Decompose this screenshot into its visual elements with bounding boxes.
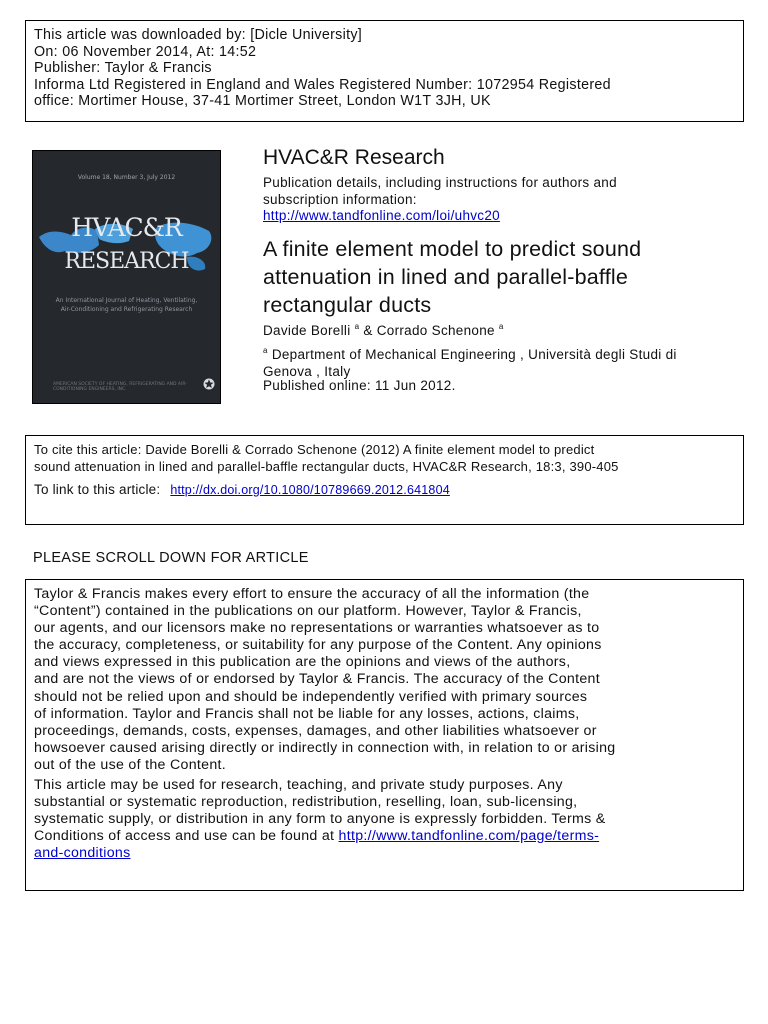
publisher-logo-icon (203, 378, 215, 390)
download-info-box (25, 20, 744, 122)
disclaimer-line: Taylor & Francis makes every effort to ensure the accuracy of all the information (the (34, 586, 590, 602)
disclaimer-box (25, 579, 744, 891)
citation-link-row (34, 482, 735, 499)
terms-link[interactable]: http://www.tandfonline.com/page/terms- (338, 828, 600, 845)
disclaimer-line: proceedings, demands, costs, expenses, damages, and other liabilities whatsoever or (34, 722, 597, 739)
journal-title: HVAC&R Research (263, 146, 445, 169)
usage-line: systematic supply, or distribution in any form to anyone is expressly forbidden. Terms & (34, 811, 606, 828)
cover-issue-line: Volume 18, Number 3, July 2012 (77, 174, 176, 181)
journal-cover-image (32, 150, 221, 404)
usage-text: Conditions of access and use can be found at (34, 828, 339, 845)
publication-details-line1: Publication details, including instructions for authors and (263, 175, 617, 190)
cover-subtitle (51, 296, 202, 314)
publisher-line: Publisher: Taylor & Francis (34, 60, 212, 77)
downloaded-by-line: This article was downloaded by: [Dicle University] (34, 27, 363, 43)
article-title-line3: rectangular ducts (263, 293, 432, 317)
journal-link-container (263, 208, 500, 223)
author-affiliation-mark: a (498, 322, 504, 331)
citation-line1: To cite this article: Davide Borelli & Corrado Schenone (2012) A finite element model to predict (34, 442, 595, 457)
usage-line (34, 845, 735, 862)
article-title-line1: A finite element model to predict sound (263, 237, 642, 261)
publication-details (263, 175, 617, 208)
disclaimer-line: the accuracy, completeness, or suitability for any purpose of the Content. Any opinions (34, 637, 602, 654)
disclaimer-line: “Content”) contained in the publications on our platform. However, Taylor & Francis, (34, 603, 582, 620)
disclaimer-line: our agents, and our licensors make no representations or warranties whatsoever as to (34, 620, 600, 637)
download-date-line: On: 06 November 2014, At: 14:52 (34, 43, 257, 60)
cover-subtitle-line1: An International Journal of Heating, Ventilating, (55, 297, 198, 304)
terms-link-continued[interactable]: and-conditions (34, 845, 131, 862)
affiliation-line2: Genova , Italy (263, 363, 351, 379)
disclaimer-line: should not be relied upon and should be independently verified with primary sources (34, 688, 588, 705)
doi-link[interactable]: http://dx.doi.org/10.1080/10789669.2012.641804 (170, 482, 450, 497)
registration-line: Informa Ltd Registered in England and Wales Registered Number: 1072954 Registered (34, 76, 611, 93)
journal-link[interactable]: http://www.tandfonline.com/loi/uhvc20 (263, 208, 500, 223)
affiliation-mark: a (263, 346, 268, 355)
authors-line (263, 322, 504, 338)
affiliation-text: Department of Mechanical Engineering , Università degli Studi di (271, 347, 677, 362)
author-affiliation-mark: a (354, 322, 360, 331)
cover-title-line1: HVAC&R (71, 213, 182, 242)
disclaimer-line: and views expressed in this publication are the opinions and views of the authors, (34, 654, 571, 671)
disclaimer-line: out of the use of the Content. (34, 756, 226, 773)
article-title-line2: attenuation in lined and parallel-baffle (263, 265, 629, 289)
affiliation (263, 343, 743, 380)
link-label: To link to this article: (34, 481, 161, 497)
author-separator: & (359, 323, 377, 338)
author-name: Davide Borelli (263, 323, 351, 338)
cover-subtitle-line2: Air-Conditioning and Refrigerating Research (60, 306, 193, 313)
scroll-notice: PLEASE SCROLL DOWN FOR ARTICLE (33, 550, 309, 566)
citation-box (25, 435, 744, 525)
usage-line: substantial or systematic reproduction, redistribution, reselling, loan, sub-licensing, (34, 794, 578, 811)
office-line: office: Mortimer House, 37-41 Mortimer Street, London W1T 3JH, UK (34, 93, 491, 110)
affiliation-line1 (263, 343, 743, 364)
disclaimer-line: howsoever caused arising directly or indirectly in connection with, in relation to or arising (34, 739, 616, 756)
cover-footer: AMERICAN SOCIETY OF HEATING, REFRIGERATING AND AIR-CONDITIONING ENGINEERS, INC. (53, 382, 187, 392)
usage-line (34, 828, 735, 845)
article-title (263, 235, 743, 319)
publication-details-line2: subscription information: (263, 191, 417, 207)
disclaimer-line: of information. Taylor and Francis shall not be liable for any losses, actions, claims, (34, 705, 580, 722)
published-online: Published online: 11 Jun 2012. (263, 378, 456, 393)
author-name: Corrado Schenone (376, 323, 495, 338)
usage-line: This article may be used for research, teaching, and private study purposes. Any (34, 777, 563, 794)
disclaimer-line: and are not the views of or endorsed by Taylor & Francis. The accuracy of the Content (34, 671, 600, 688)
cover-title-line2: RESEARCH (64, 249, 189, 274)
citation-line2: sound attenuation in lined and parallel-baffle rectangular ducts, HVAC&R Research, 18:3, 390-405 (34, 458, 619, 474)
